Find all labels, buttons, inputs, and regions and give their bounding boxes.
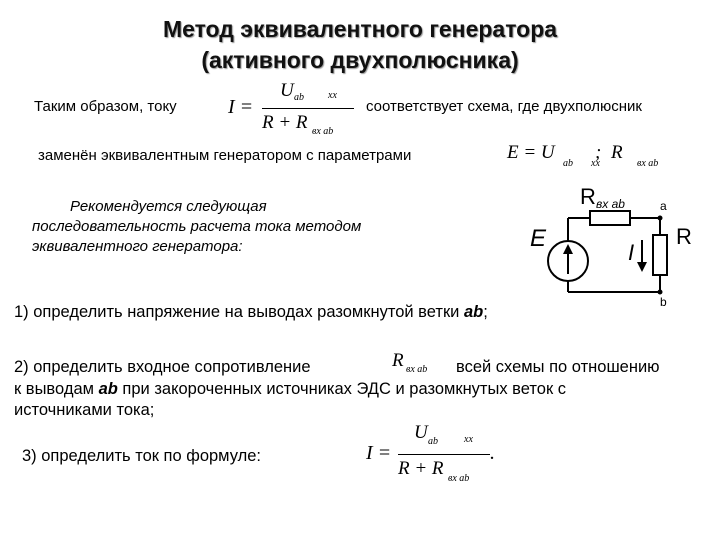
step-2-text-b: всей схемы по отношению <box>456 358 660 376</box>
formula-params-e: E = U <box>507 142 555 163</box>
step-2-formula <box>392 350 452 378</box>
step-1-text: 1) определить напряжение на выводах разомкнутой ветки <box>14 303 464 321</box>
circuit-current-label: I <box>628 240 635 265</box>
step-2-e: при закороченных источниках ЭДС и разомкнутых веток с <box>117 380 566 398</box>
circuit-source-label: E <box>530 225 547 252</box>
fraction-bar-final <box>398 454 490 455</box>
formula-params-e-sub: ab <box>563 158 573 169</box>
formula-current-num-sub2: xx <box>328 90 337 101</box>
page-title: Метод эквивалентного генератора <box>162 16 558 42</box>
circuit-node-a: a <box>660 199 667 213</box>
step-3: 3) определить ток по формуле: <box>22 447 261 465</box>
formula-current <box>228 80 358 138</box>
resistor-rvx <box>590 211 630 225</box>
formula-params-r: R <box>611 142 623 163</box>
resistor-load <box>653 235 667 275</box>
formula-current-lhs: I = <box>228 96 254 118</box>
intro-text-3: заменён эквивалентным генератором с параметрами <box>38 147 412 164</box>
intro-text-1: Таким образом, току <box>34 98 177 115</box>
formula-current-den-sub: вх ab <box>312 126 334 137</box>
formula-final-dot: . <box>490 442 495 464</box>
intro-text-2: соответствует схема, где двухполюсник <box>366 98 642 115</box>
formula-params-e-sub2: xx <box>591 158 600 169</box>
step-1-end: ; <box>483 303 488 321</box>
formula-current-num: U <box>280 80 294 101</box>
step-1 <box>14 303 488 322</box>
formula-params-r-sub: вх ab <box>637 158 659 169</box>
formula-current-num-sub: ab <box>294 92 304 103</box>
step-2-text: 2) определить входное сопротивление <box>14 358 311 376</box>
circuit-r-label: R <box>580 184 596 209</box>
formula-final-num-sub: ab <box>428 436 438 447</box>
formula-final-lhs: I = <box>366 442 392 464</box>
recommend-line-1: Рекомендуется следующая <box>70 198 267 215</box>
circuit-r-sub: вх ab <box>596 197 625 211</box>
formula-final-den-sub: вх ab <box>448 473 470 484</box>
step-2-formula-sub: вх ab <box>406 364 428 375</box>
recommend-line-3: эквивалентного генератора: <box>32 238 243 255</box>
step-2-line-3: источниками тока; <box>14 401 155 419</box>
equivalent-circuit-diagram <box>520 178 710 308</box>
formula-current-final <box>366 422 516 488</box>
formula-final-num-sub2: xx <box>464 434 473 445</box>
formula-final-den: R + R <box>398 458 444 479</box>
formula-final-num: U <box>414 422 428 443</box>
formula-current-den: R + R <box>262 112 308 133</box>
step-2-line-2 <box>14 380 704 399</box>
fraction-bar <box>262 108 354 109</box>
step-2-ab: ab <box>98 380 118 398</box>
step-2-formula-r: R <box>392 350 404 371</box>
recommend-line-2: последовательность расчета тока методом <box>32 218 362 235</box>
step-1-ab: ab <box>463 303 484 321</box>
formula-params-sep: ; <box>595 142 602 163</box>
circuit-load-label: R <box>676 224 692 249</box>
step-2-c: к выводам <box>14 380 99 398</box>
page-subtitle: (активного двухполюсника) <box>201 47 519 73</box>
circuit-node-b: b <box>660 295 667 308</box>
formula-params <box>507 142 677 174</box>
